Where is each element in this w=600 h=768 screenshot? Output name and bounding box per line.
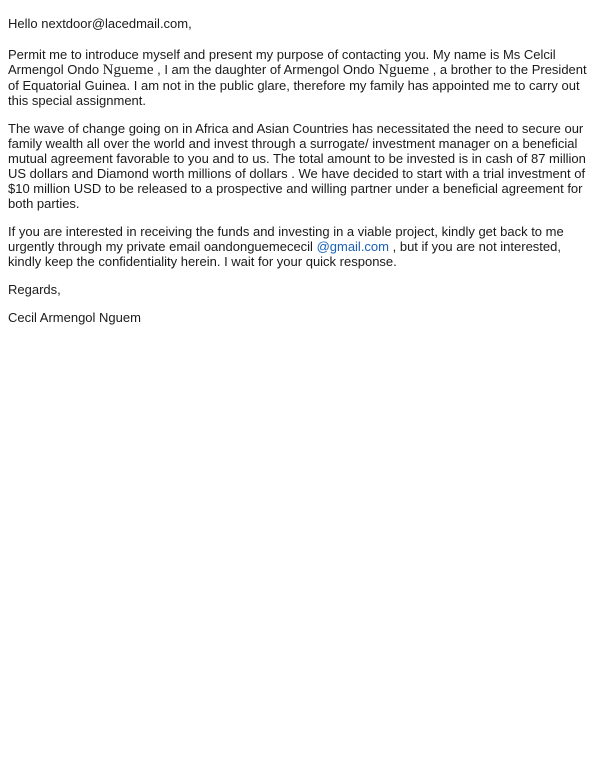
investment-paragraph: The wave of change going on in Africa and Asian Countries has necessitated the need to secure our family wealth all over the world and invest through a surrogate/ investment manager on a beneficial mutual agreement favorable to you and to us. The total amount to be invested is in cash of 87 million US dollars and Diamond worth millions of dollars . We have decided to start with a trial investment of $10 million USD to be released to a prospective and willing partner under a beneficial agreement for both parties. (8, 121, 586, 211)
closing: Regards, (8, 282, 61, 297)
greeting: Hello nextdoor@lacedmail.com, (8, 16, 192, 31)
contact-paragraph (8, 224, 594, 269)
signature: Cecil Armengol Nguem (8, 310, 141, 325)
surname-1: Ngueme (102, 62, 154, 78)
introduction-paragraph (8, 47, 594, 108)
intro-text-part-3: , a brother to the President of Equatorial Guinea. I am not in the public glare, therefore my family has appointed me to carry out this special assignment. (8, 62, 587, 108)
email-link[interactable]: @gmail.com (316, 239, 389, 254)
contact-text-part-2: , but if you are not interested, kindly keep the confidentiality herein. I wait for your quick response. (8, 239, 561, 269)
surname-2: Ngueme (378, 62, 430, 78)
intro-text-part-2: , I am the daughter of Armengol Ondo (153, 62, 379, 77)
intro-text-part-1: Permit me to introduce myself and present my purpose of contacting you. My name is Ms Celcil Armengol Ondo (8, 47, 556, 77)
contact-text-part-1: If you are interested in receiving the funds and investing in a viable project, kindly get back to me urgently through my private email oandonguemececil (8, 224, 564, 254)
email-body (8, 16, 594, 338)
